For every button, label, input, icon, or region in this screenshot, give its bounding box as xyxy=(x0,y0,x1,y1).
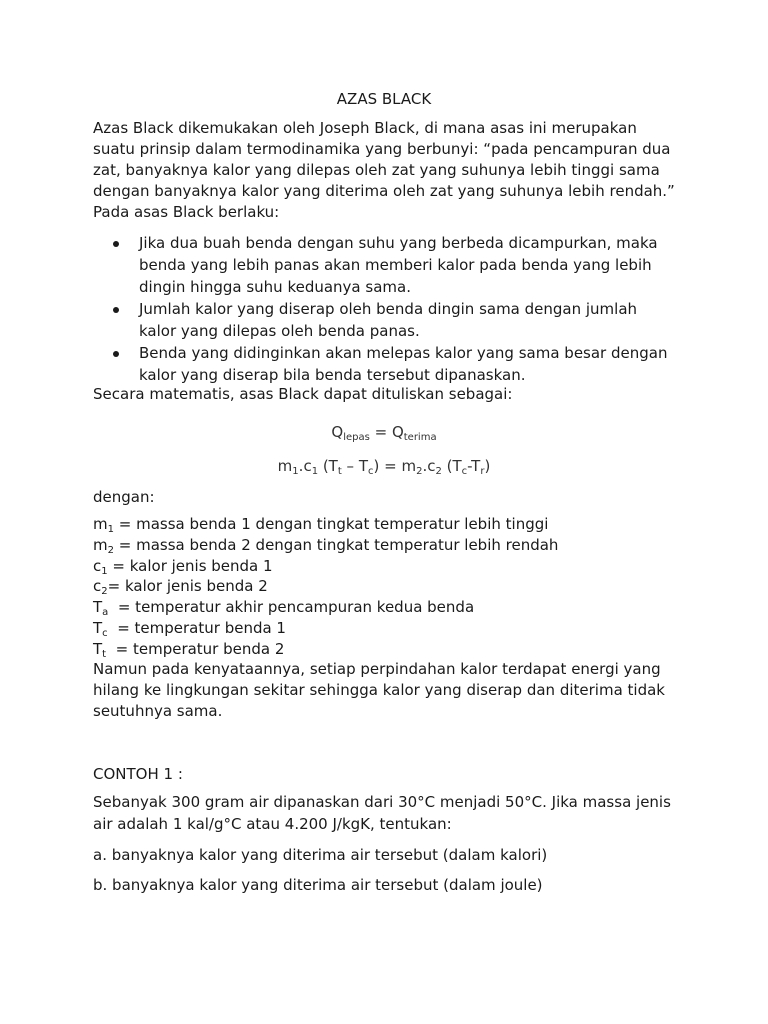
list-item xyxy=(93,232,678,298)
formula-black: $m_1.c_1$ $(T_t - T_c) = m_2.c_2$ $(T_c-T_r)$ xyxy=(277,457,491,477)
intro-paragraph: Azas Black dikemukakan oleh Joseph Black, di mana asas ini merupakan suatu prinsip dalam termodinamika yang berbunyi: “pada pencampuran dua zat, banyaknya kalor yang dilepas oleh zat yang suhunya lebih tinggi sama dengan banyaknya kalor yang diterima oleh zat yang suhunya lebih rendah.” Pada asas Black berlaku: xyxy=(93,119,675,221)
example-question: Sebanyak 300 gram air dipanaskan dari 30°C menjadi 50°C. Jika massa jenis air adalah 1 kal/g°C atau 4.200 J/kgK, tentukan: xyxy=(93,793,671,833)
definition-row: $c_2=$ kalor jenis benda 2 xyxy=(93,577,268,598)
definition-row: $m_1$ = massa benda 1 dengan tingkat temperatur lebih tinggi xyxy=(93,515,549,535)
definition-list xyxy=(93,514,693,660)
bullet-text: Jika dua buah benda dengan suhu yang berbeda dicampurkan, maka benda yang lebih panas akan memberi kalor pada benda yang lebih dingin hingga suhu keduanya sama. xyxy=(139,234,658,296)
definition-row: $c_1$ = kalor jenis benda 1 xyxy=(93,556,273,577)
definition-row: $T_a$ = temperatur akhir pencampuran kedua benda xyxy=(93,598,475,619)
example-heading: CONTOH 1 : xyxy=(93,765,183,783)
formula-q: $Q_{lepas} = Q_{terima}$ xyxy=(331,423,437,443)
list-item xyxy=(93,298,678,342)
bullet-icon xyxy=(113,351,119,357)
dengan-label: dengan: xyxy=(93,488,155,506)
definition-row: $T_c$ = temperatur benda 1 xyxy=(93,618,286,639)
definition-row: $m_2$ = massa benda 2 dengan tingkat temperatur lebih rendah xyxy=(93,535,559,556)
math-intro: Secara matematis, asas Black dapat dituliskan sebagai: xyxy=(93,385,513,403)
page-title: AZAS BLACK xyxy=(336,90,432,108)
list-item xyxy=(93,342,678,386)
bullet-text: Jumlah kalor yang diserap oleh benda dingin sama dengan jumlah kalor yang dilepas oleh benda panas. xyxy=(139,300,638,340)
question-part-a: a. banyaknya kalor yang diterima air tersebut (dalam kalori) xyxy=(93,846,548,864)
bullet-text: Benda yang didinginkan akan melepas kalor yang sama besar dengan kalor yang diserap bila benda tersebut dipanaskan. xyxy=(139,344,668,384)
bullet-icon xyxy=(113,307,119,313)
definition-row: $T_t$ = temperatur benda 2 xyxy=(93,639,285,660)
bullet-list xyxy=(93,232,678,386)
question-part-b: b. banyaknya kalor yang diterima air tersebut (dalam joule) xyxy=(93,876,543,894)
bullet-icon xyxy=(113,241,119,247)
closing-paragraph: Namun pada kenyataannya, setiap perpindahan kalor terdapat energi yang hilang ke lingkungan sekitar sehingga kalor yang diserap dan diterima tidak seutuhnya sama. xyxy=(93,660,665,720)
